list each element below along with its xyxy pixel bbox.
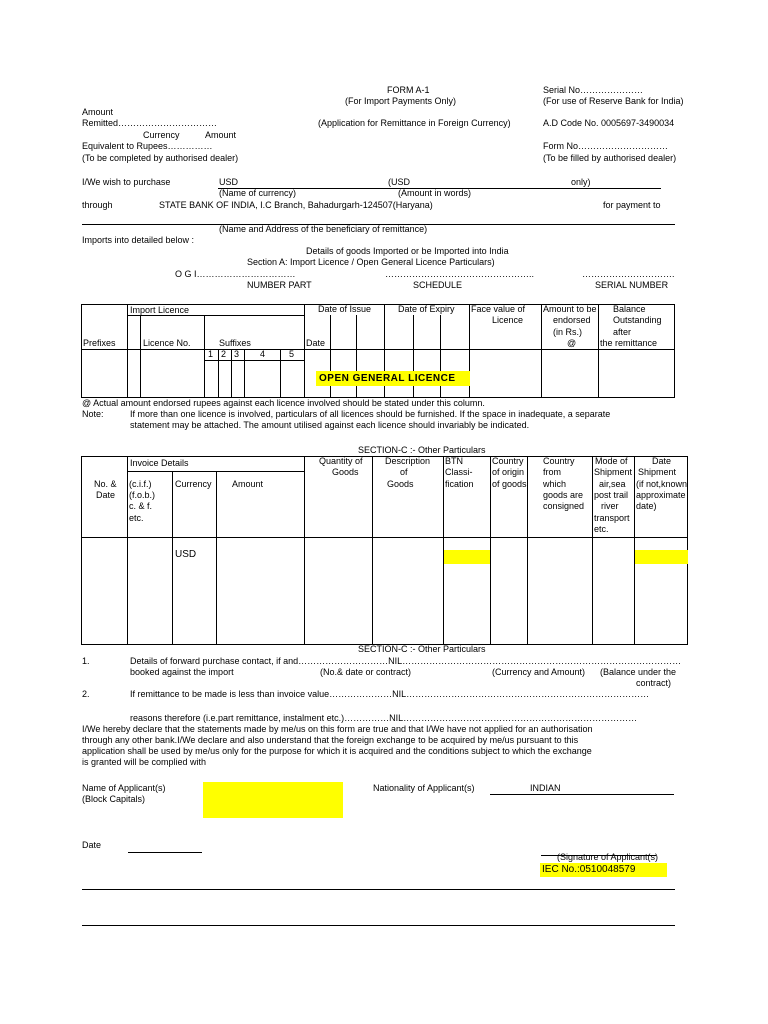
currency-value: USD — [219, 177, 239, 187]
details-goods: Details of goods Imported or be Imported into India — [306, 246, 509, 256]
btn-header-3: fication — [445, 479, 474, 489]
date-header: Date — [306, 338, 326, 348]
imports-detailed: Imports into detailed below : — [82, 235, 195, 245]
cf-header-5: consigned — [543, 501, 585, 511]
mode-header-3: air,sea — [599, 479, 626, 489]
date-underline — [128, 852, 202, 853]
currency-label: Currency — [143, 130, 180, 140]
cf-header-3: which — [543, 479, 567, 489]
coo-header-2: of origin — [492, 467, 525, 477]
name-currency-caption: (Name of currency) — [219, 188, 297, 198]
prefixes-header: Prefixes — [83, 338, 116, 348]
qty-header-2: Goods — [332, 467, 359, 477]
bottom-line-1 — [82, 889, 675, 890]
other-particulars-heading: SECTION-C :- Other Particulars — [358, 644, 486, 654]
date-issue-header: Date of Issue — [318, 304, 372, 314]
mode-header-1: Mode of — [595, 456, 628, 466]
item-2-number: 2. — [82, 689, 90, 699]
cf-header-4: goods are — [543, 490, 584, 500]
cif-header-1: (c.i.f.) — [129, 479, 152, 489]
applicant-name-label: Name of Applicant(s) — [82, 783, 166, 793]
schedule: SCHEDULE — [413, 280, 463, 290]
note-line-1: If more than one licence is involved, particulars of all licences should be furnished. If the space in inadequate, a separate — [130, 409, 611, 419]
suffix-1: 1 — [208, 349, 214, 359]
bottom-line-2 — [82, 925, 675, 926]
ogi-dots-3: …………………………. — [582, 269, 675, 279]
wish-label: I/We wish to purchase — [82, 177, 171, 187]
import-licence-header: Import Licence — [130, 305, 190, 315]
date-shipment-highlight — [635, 550, 688, 564]
payment-to-label: for payment to — [603, 200, 661, 210]
form-title: FORM A-1 — [387, 85, 430, 95]
desc-header-1: Description — [385, 456, 431, 466]
cif-header-2: (f.o.b.) — [129, 490, 156, 500]
remitted-label: Remitted…………………………… — [82, 118, 218, 128]
form-subtitle: (For Import Payments Only) — [345, 96, 457, 106]
bank-name: STATE BANK OF INDIA, I.C Branch, Bahadurgarh-124507(Haryana) — [159, 200, 433, 210]
declaration-line-2: through any other bank.I/We declare and also understand that the foreign exchange to be acquired by me/us pursuant to this — [82, 735, 579, 745]
note-line-2: statement may be attached. The amount utilised against each licence should invariably be indicated. — [130, 420, 530, 430]
mode-header-6: transport — [594, 513, 630, 523]
outstanding-header: Outstanding — [613, 315, 662, 325]
amount-label: Amount — [82, 107, 114, 117]
item-1-number: 1. — [82, 656, 90, 666]
cif-header-4: etc. — [129, 513, 144, 523]
number-part: NUMBER PART — [247, 280, 312, 290]
ogl-text: OPEN GENERAL LICENCE — [319, 373, 456, 384]
amount2-label: Amount — [205, 130, 237, 140]
block-capitals-label: (Block Capitals) — [82, 794, 146, 804]
note-label: Note: — [82, 409, 104, 419]
face-value-header: Face value of — [471, 304, 526, 314]
nationality-value: INDIAN — [530, 783, 561, 793]
balance-caption: (Balance under the — [600, 667, 677, 677]
completed-by: (To be completed by authorised dealer) — [82, 153, 239, 163]
at-header: @ — [567, 338, 577, 348]
declaration-line-4: is granted will be complied with — [82, 757, 207, 767]
cif-header-3: c. & f. — [129, 501, 153, 511]
actual-note: @ Actual amount endorsed rupees against each licence involved should be stated under this column. — [82, 398, 485, 408]
serial-number: SERIAL NUMBER — [595, 280, 669, 290]
desc-header-2: of — [400, 467, 408, 477]
currency-amount-caption: (Currency and Amount) — [492, 667, 586, 677]
serial-note: (For use of Reserve Bank for India) — [543, 96, 684, 106]
date-label: Date — [82, 840, 102, 850]
nationality-underline — [490, 794, 674, 795]
section-c-heading: SECTION-C :- Other Particulars — [358, 445, 486, 455]
mode-header-5: river — [601, 501, 619, 511]
the-remittance-header: the remittance — [600, 338, 658, 348]
suffixes-header: Suffixes — [219, 338, 251, 348]
application-note: (Application for Remittance in Foreign Currency) — [318, 118, 511, 128]
btn-header-1: BTN — [445, 456, 463, 466]
suffix-5: 5 — [289, 349, 295, 359]
ds-header-2: Shipment — [638, 467, 677, 477]
no-header-1: No. & — [94, 479, 117, 489]
booked-label: booked against the import — [130, 667, 234, 677]
ad-code: A.D Code No. 0005697-3490034 — [543, 118, 675, 128]
no-header-2: Date — [96, 490, 116, 500]
through-label: through — [82, 200, 113, 210]
coo-header-1: Country — [492, 456, 524, 466]
balance-header: Balance — [613, 304, 646, 314]
suffix-3: 3 — [234, 349, 240, 359]
amount-header: Amount — [232, 479, 264, 489]
no-date-caption: (No.& date or contract) — [320, 667, 412, 677]
in-rs-header: (in Rs.) — [553, 327, 582, 337]
cf-header-2: from — [543, 467, 561, 477]
equivalent-label: Equivalent to Rupees…………… — [82, 141, 213, 151]
ogi-line: O G I…………………………… — [175, 269, 296, 279]
ds-header-4: approximate — [636, 490, 686, 500]
applicant-name-field[interactable] — [203, 782, 343, 818]
licence-no-header: Licence No. — [143, 338, 191, 348]
coo-header-3: of goods — [492, 479, 527, 489]
after-header: after — [613, 327, 632, 337]
mode-header-4: post trail — [594, 490, 629, 500]
item-2-text: If remittance to be made is less than invoice value…………………NIL……………………………………………………………………… — [130, 689, 650, 699]
btn-highlight — [444, 550, 490, 564]
usd-value: USD — [175, 549, 197, 560]
mode-header-7: etc. — [594, 524, 609, 534]
only-label: only) — [571, 177, 591, 187]
form-no: Form No………………………… — [543, 141, 669, 151]
currency-header: Currency — [175, 479, 212, 489]
signature-caption: (Signature of Applicant(s) — [557, 852, 659, 862]
suffix-2: 2 — [221, 349, 227, 359]
qty-header-1: Quantity of — [319, 456, 363, 466]
mode-header-2: Shipment — [594, 467, 633, 477]
ds-header-3: (if not,known — [636, 479, 688, 489]
nationality-label: Nationality of Applicant(s) — [373, 783, 475, 793]
desc-header-3: Goods — [387, 479, 414, 489]
beneficiary-caption: (Name and Address of the beneficiary of remittance) — [219, 224, 428, 234]
amount-words-value: (USD — [388, 177, 410, 187]
btn-header-2: Classi- — [445, 467, 473, 477]
licence-header: Licence — [492, 315, 524, 325]
iec-number: IEC No.:0510048579 — [542, 864, 636, 875]
cf-header-1: Country — [543, 456, 575, 466]
contract-caption: contract) — [636, 678, 672, 688]
declaration-line-1: I/We hereby declare that the statements made by me/us on this form are true and that I/We have not applied for an authorisation — [82, 724, 593, 734]
item-1-text: Details of forward purchase contact, if and…………………………NIL………………………………………………………………………………… — [130, 656, 682, 666]
declaration-line-3: application shall be used by me/us only for the purpose for which it is acquired and the conditions subject to which the exchange — [82, 746, 592, 756]
invoice-details-header: Invoice Details — [130, 458, 189, 468]
ogi-dots-2: ………………………………………….. — [385, 269, 535, 279]
filled-by: (To be filled by authorised dealer) — [543, 153, 677, 163]
ds-header-1: Date — [652, 456, 672, 466]
amount-words-caption: (Amount in words) — [398, 188, 472, 198]
date-expiry-header: Date of Expiry — [398, 304, 455, 314]
ds-header-5: date) — [636, 501, 657, 511]
serial-no: Serial No………………… — [543, 85, 644, 95]
suffix-4: 4 — [260, 349, 266, 359]
section-a-heading: Section A: Import Licence / Open General Licence Particulars) — [247, 257, 495, 267]
amount-endorsed-header: Amount to be — [543, 304, 597, 314]
reasons-text: reasons therefore (i.e.part remittance, instalment etc.)……………NIL…………………………………………………………………… — [130, 713, 638, 723]
endorsed-header: endorsed — [553, 315, 591, 325]
